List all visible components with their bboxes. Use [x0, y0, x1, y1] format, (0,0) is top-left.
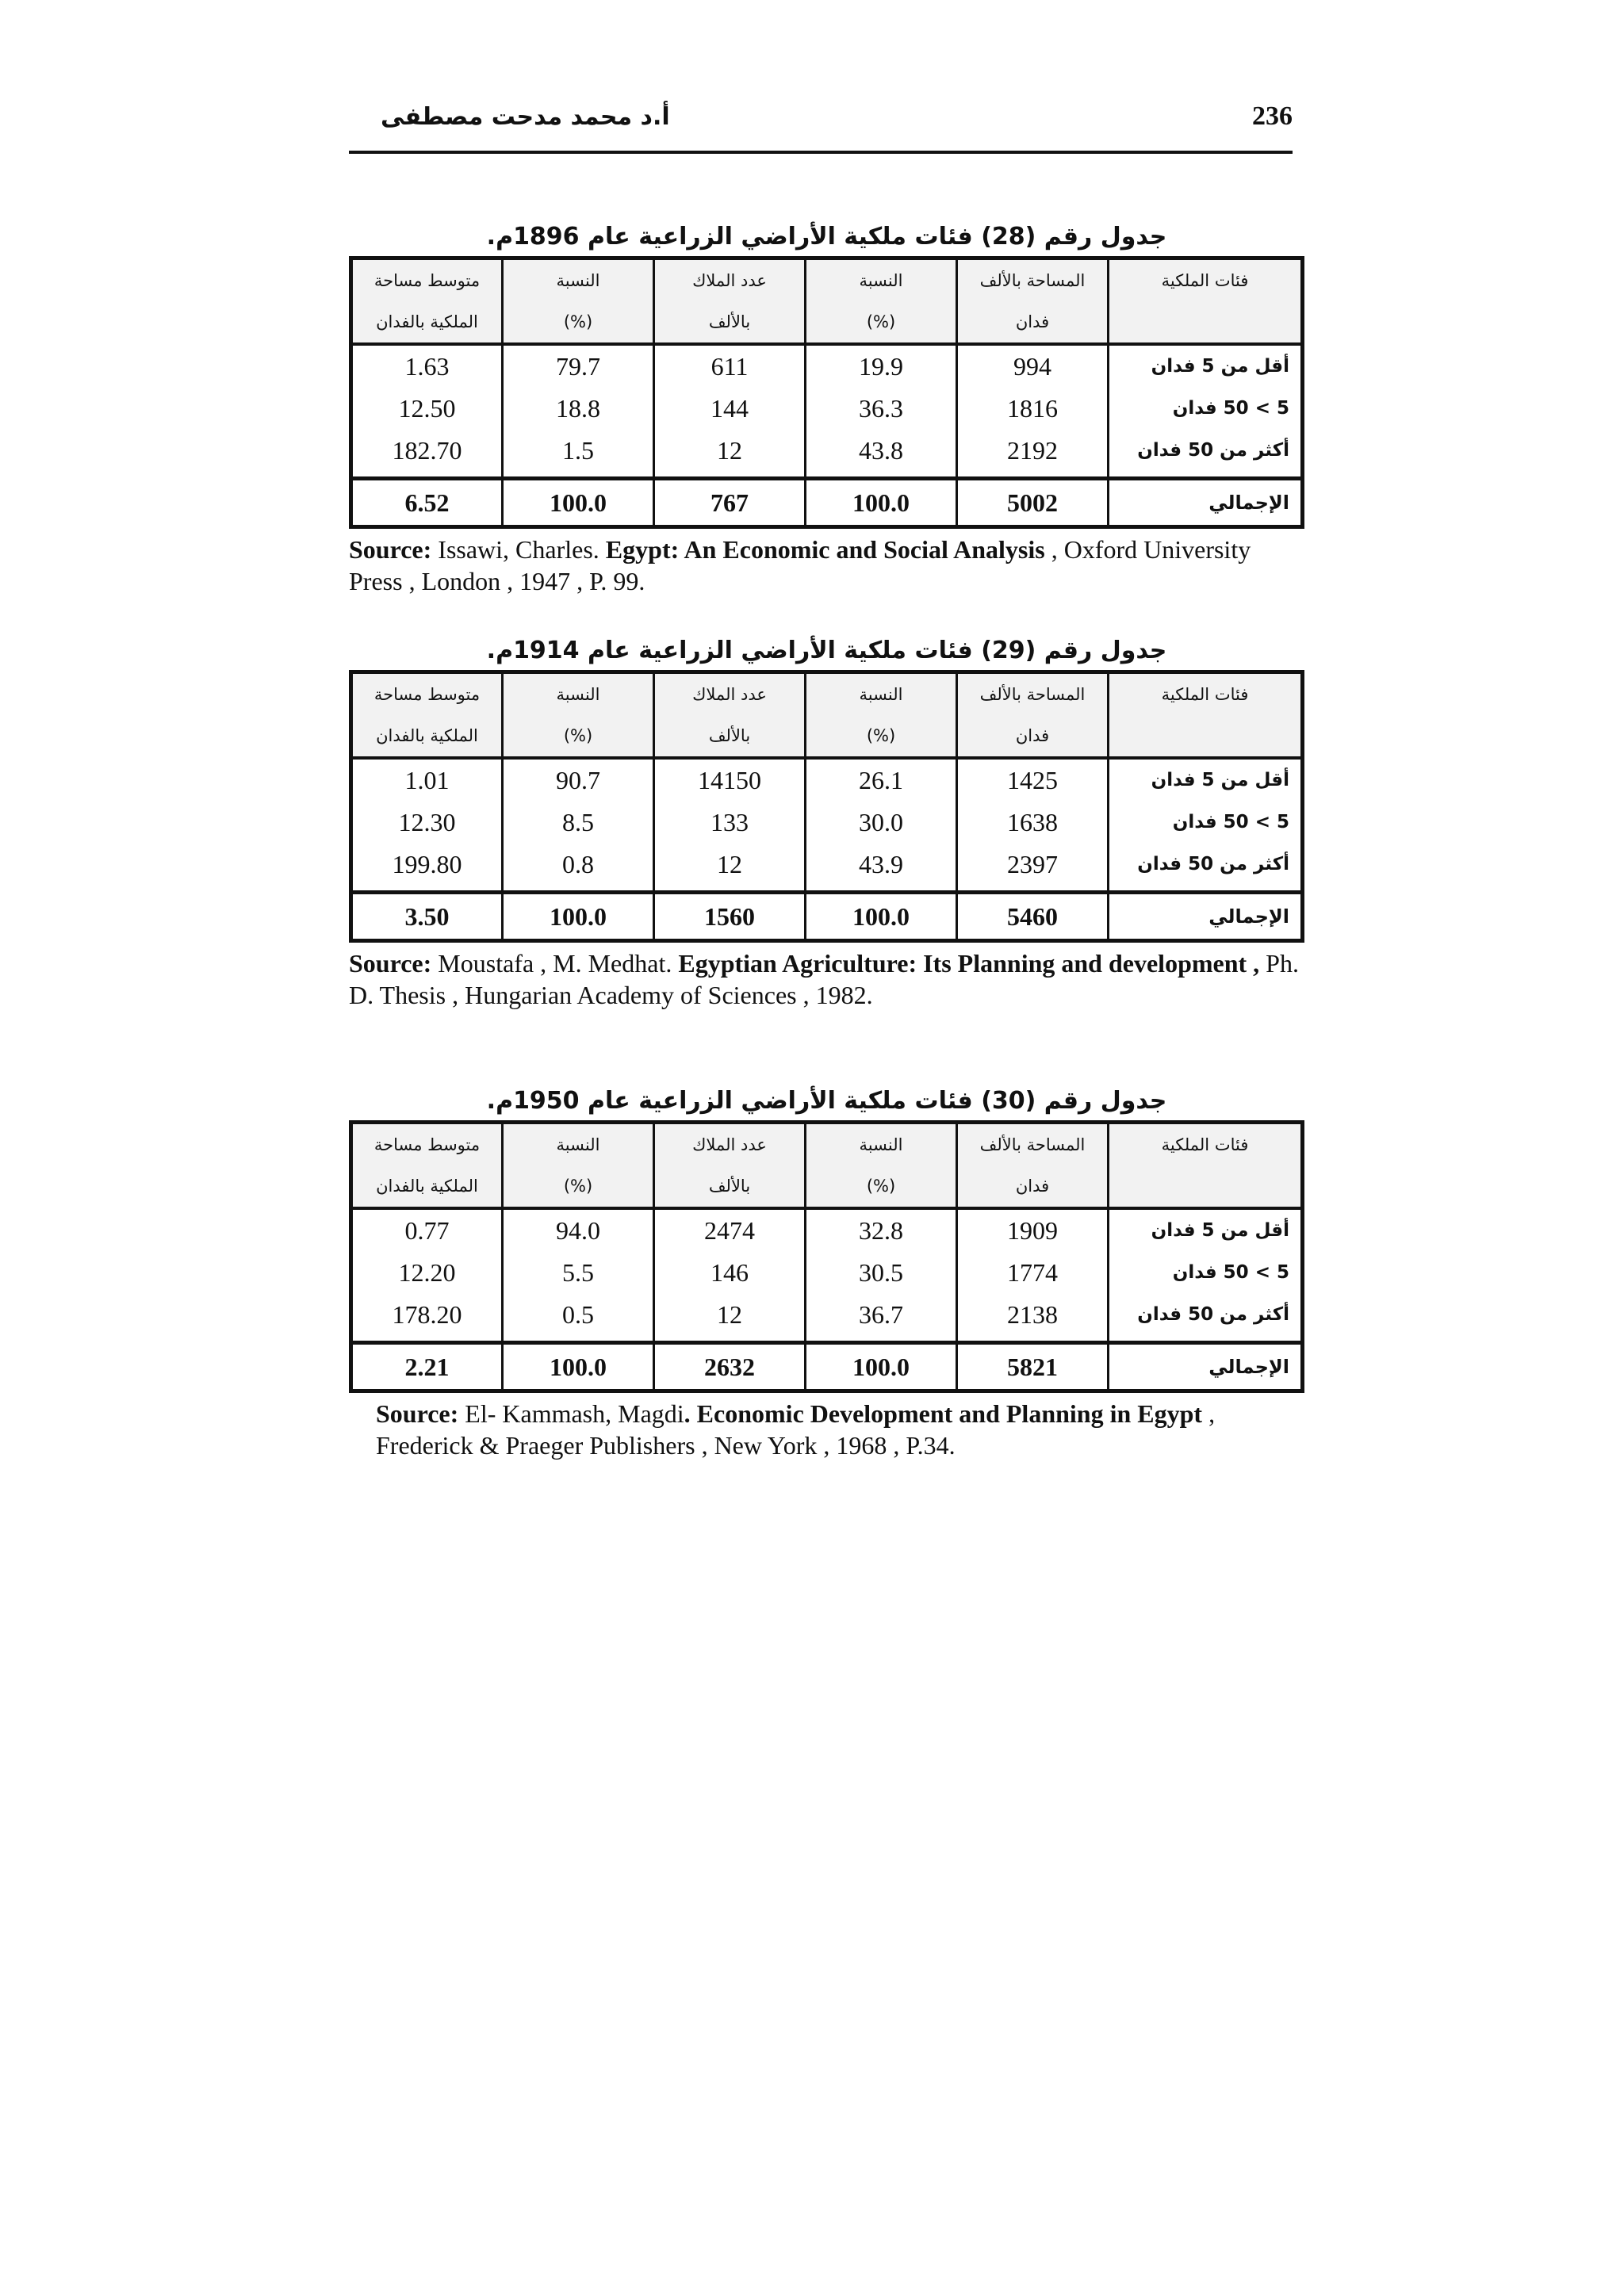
cell-avg: 12.20	[351, 1252, 503, 1294]
col-unit-owners-pct: (%)	[503, 715, 654, 758]
col-header-owners-pct: النسبة	[503, 1123, 654, 1166]
table-row	[351, 1252, 1303, 1294]
source-citation	[349, 534, 1304, 597]
total-area: 5821	[957, 1343, 1109, 1391]
total-row	[351, 479, 1303, 527]
col-header-area-pct: النسبة	[806, 672, 957, 716]
table-caption: جدول رقم (30) فئات ملكية الأراضي الزراعية عام 1950م.	[486, 1087, 1167, 1115]
col-unit-area: فدان	[957, 715, 1109, 758]
row-category: أقل من 5 فدان	[1109, 344, 1303, 388]
table-row	[351, 1208, 1303, 1252]
table-row	[351, 1294, 1303, 1343]
cell-area-pct: 43.8	[806, 430, 957, 479]
total-owners: 2632	[654, 1343, 806, 1391]
table-row	[351, 758, 1303, 802]
header-row	[351, 1123, 1303, 1166]
cell-area-pct: 32.8	[806, 1208, 957, 1252]
col-header-owners-pct: النسبة	[503, 672, 654, 716]
page-number: 236	[1252, 101, 1293, 131]
col-header-category: فئات الملكية	[1109, 1123, 1303, 1166]
source-details: , Frederick & Praeger Publishers , New York , 1968 , P.34.	[376, 1399, 1216, 1460]
col-unit-owners-pct: (%)	[503, 301, 654, 344]
cell-owners: 611	[654, 344, 806, 388]
col-unit-area-pct: (%)	[806, 1165, 957, 1208]
row-category: 5 > 50 فدان	[1109, 388, 1303, 430]
table-block-1896	[349, 218, 1304, 597]
total-area-pct: 100.0	[806, 1343, 957, 1391]
cell-area: 1909	[957, 1208, 1109, 1252]
source-label: Source:	[376, 1399, 459, 1428]
col-unit-owners: بالألف	[654, 715, 806, 758]
source-title: Egyptian Agriculture: Its Planning and development ,	[678, 949, 1260, 978]
table-row	[351, 430, 1303, 479]
col-header-owners-pct: النسبة	[503, 258, 654, 302]
table-row	[351, 844, 1303, 893]
page-header	[349, 95, 1293, 154]
cell-area: 1816	[957, 388, 1109, 430]
cell-owners: 12	[654, 844, 806, 893]
table-block-1914	[349, 632, 1304, 1011]
col-header-area-pct: النسبة	[806, 258, 957, 302]
source-citation	[349, 947, 1304, 1011]
cell-avg: 0.77	[351, 1208, 503, 1252]
table-block-1950	[349, 1082, 1304, 1461]
header-row	[351, 258, 1303, 302]
col-header-owners: عدد الملاك	[654, 1123, 806, 1166]
cell-avg: 12.50	[351, 388, 503, 430]
cell-area: 994	[957, 344, 1109, 388]
cell-area: 1774	[957, 1252, 1109, 1294]
table-caption: جدول رقم (28) فئات ملكية الأراضي الزراعية عام 1896م.	[486, 223, 1167, 251]
total-label: الإجمالي	[1109, 893, 1303, 941]
total-row	[351, 893, 1303, 941]
cell-owners: 146	[654, 1252, 806, 1294]
cell-avg: 1.63	[351, 344, 503, 388]
source-details: , Oxford University Press , London , 1947 , P. 99.	[349, 535, 1251, 595]
table-row	[351, 388, 1303, 430]
source-label: Source:	[349, 949, 432, 978]
cell-owners-pct: 94.0	[503, 1208, 654, 1252]
source-details: Ph. D. Thesis , Hungarian Academy of Sciences , 1982.	[349, 949, 1299, 1009]
row-category: 5 > 50 فدان	[1109, 802, 1303, 844]
row-category: أكثر من 50 فدان	[1109, 430, 1303, 479]
table-row	[351, 344, 1303, 388]
cell-owners-pct: 79.7	[503, 344, 654, 388]
cell-owners: 12	[654, 1294, 806, 1343]
cell-owners-pct: 90.7	[503, 758, 654, 802]
col-unit-area-pct: (%)	[806, 715, 957, 758]
total-row	[351, 1343, 1303, 1391]
col-header-category: فئات الملكية	[1109, 672, 1303, 716]
col-header-area: المساحة بالألف	[957, 258, 1109, 302]
col-unit-avg: الملكية بالفدان	[351, 301, 503, 344]
col-header-category: فئات الملكية	[1109, 258, 1303, 302]
header-author: أ.د محمد مدحت مصطفى	[381, 103, 670, 131]
cell-owners: 14150	[654, 758, 806, 802]
header-row	[351, 672, 1303, 716]
cell-owners-pct: 0.5	[503, 1294, 654, 1343]
source-author: Issawi, Charles.	[431, 535, 606, 564]
source-author: Moustafa , M. Medhat.	[431, 949, 679, 978]
cell-avg: 199.80	[351, 844, 503, 893]
cell-area-pct: 36.3	[806, 388, 957, 430]
cell-owners: 133	[654, 802, 806, 844]
row-category: أقل من 5 فدان	[1109, 758, 1303, 802]
cell-owners-pct: 18.8	[503, 388, 654, 430]
source-citation	[349, 1398, 1304, 1461]
total-area-pct: 100.0	[806, 479, 957, 527]
total-label: الإجمالي	[1109, 479, 1303, 527]
total-owners: 1560	[654, 893, 806, 941]
cell-owners-pct: 1.5	[503, 430, 654, 479]
cell-avg: 1.01	[351, 758, 503, 802]
total-avg: 3.50	[351, 893, 503, 941]
table-row	[351, 802, 1303, 844]
total-area: 5002	[957, 479, 1109, 527]
cell-owners: 2474	[654, 1208, 806, 1252]
cell-area: 1425	[957, 758, 1109, 802]
source-author: El- Kammash, Magdi	[458, 1399, 684, 1428]
land-ownership-table	[349, 256, 1304, 529]
total-avg: 2.21	[351, 1343, 503, 1391]
cell-area-pct: 30.0	[806, 802, 957, 844]
cell-area: 1638	[957, 802, 1109, 844]
cell-area-pct: 30.5	[806, 1252, 957, 1294]
cell-owners: 12	[654, 430, 806, 479]
col-header-avg: متوسط مساحة	[351, 1123, 503, 1166]
cell-area: 2138	[957, 1294, 1109, 1343]
col-header-area-pct: النسبة	[806, 1123, 957, 1166]
col-header-owners: عدد الملاك	[654, 672, 806, 716]
row-category: 5 > 50 فدان	[1109, 1252, 1303, 1294]
cell-area: 2192	[957, 430, 1109, 479]
source-title: Egypt: An Economic and Social Analysis	[605, 535, 1045, 564]
total-label: الإجمالي	[1109, 1343, 1303, 1391]
col-header-owners: عدد الملاك	[654, 258, 806, 302]
total-owners-pct: 100.0	[503, 479, 654, 527]
cell-area-pct: 26.1	[806, 758, 957, 802]
col-header-avg: متوسط مساحة	[351, 258, 503, 302]
header-row-units	[351, 1165, 1303, 1208]
cell-area-pct: 43.9	[806, 844, 957, 893]
col-unit-owners: بالألف	[654, 301, 806, 344]
cell-area-pct: 36.7	[806, 1294, 957, 1343]
total-owners: 767	[654, 479, 806, 527]
cell-owners-pct: 5.5	[503, 1252, 654, 1294]
cell-owners-pct: 8.5	[503, 802, 654, 844]
total-avg: 6.52	[351, 479, 503, 527]
table-caption: جدول رقم (29) فئات ملكية الأراضي الزراعية عام 1914م.	[486, 637, 1167, 664]
col-header-avg: متوسط مساحة	[351, 672, 503, 716]
cell-area-pct: 19.9	[806, 344, 957, 388]
cell-owners: 144	[654, 388, 806, 430]
source-title: . Economic Development and Planning in Egypt	[684, 1399, 1203, 1428]
header-row-units	[351, 301, 1303, 344]
col-header-area: المساحة بالألف	[957, 672, 1109, 716]
land-ownership-table	[349, 670, 1304, 943]
row-category: أكثر من 50 فدان	[1109, 1294, 1303, 1343]
col-unit-avg: الملكية بالفدان	[351, 715, 503, 758]
col-unit-area: فدان	[957, 1165, 1109, 1208]
col-unit-owners: بالألف	[654, 1165, 806, 1208]
total-owners-pct: 100.0	[503, 893, 654, 941]
header-row-units	[351, 715, 1303, 758]
cell-avg: 178.20	[351, 1294, 503, 1343]
cell-owners-pct: 0.8	[503, 844, 654, 893]
land-ownership-table	[349, 1120, 1304, 1393]
source-label: Source:	[349, 535, 432, 564]
cell-avg: 12.30	[351, 802, 503, 844]
total-owners-pct: 100.0	[503, 1343, 654, 1391]
row-category: أكثر من 50 فدان	[1109, 844, 1303, 893]
col-unit-area: فدان	[957, 301, 1109, 344]
col-unit-area-pct: (%)	[806, 301, 957, 344]
col-header-area: المساحة بالألف	[957, 1123, 1109, 1166]
total-area-pct: 100.0	[806, 893, 957, 941]
cell-avg: 182.70	[351, 430, 503, 479]
total-area: 5460	[957, 893, 1109, 941]
cell-area: 2397	[957, 844, 1109, 893]
col-unit-avg: الملكية بالفدان	[351, 1165, 503, 1208]
col-unit-owners-pct: (%)	[503, 1165, 654, 1208]
row-category: أقل من 5 فدان	[1109, 1208, 1303, 1252]
